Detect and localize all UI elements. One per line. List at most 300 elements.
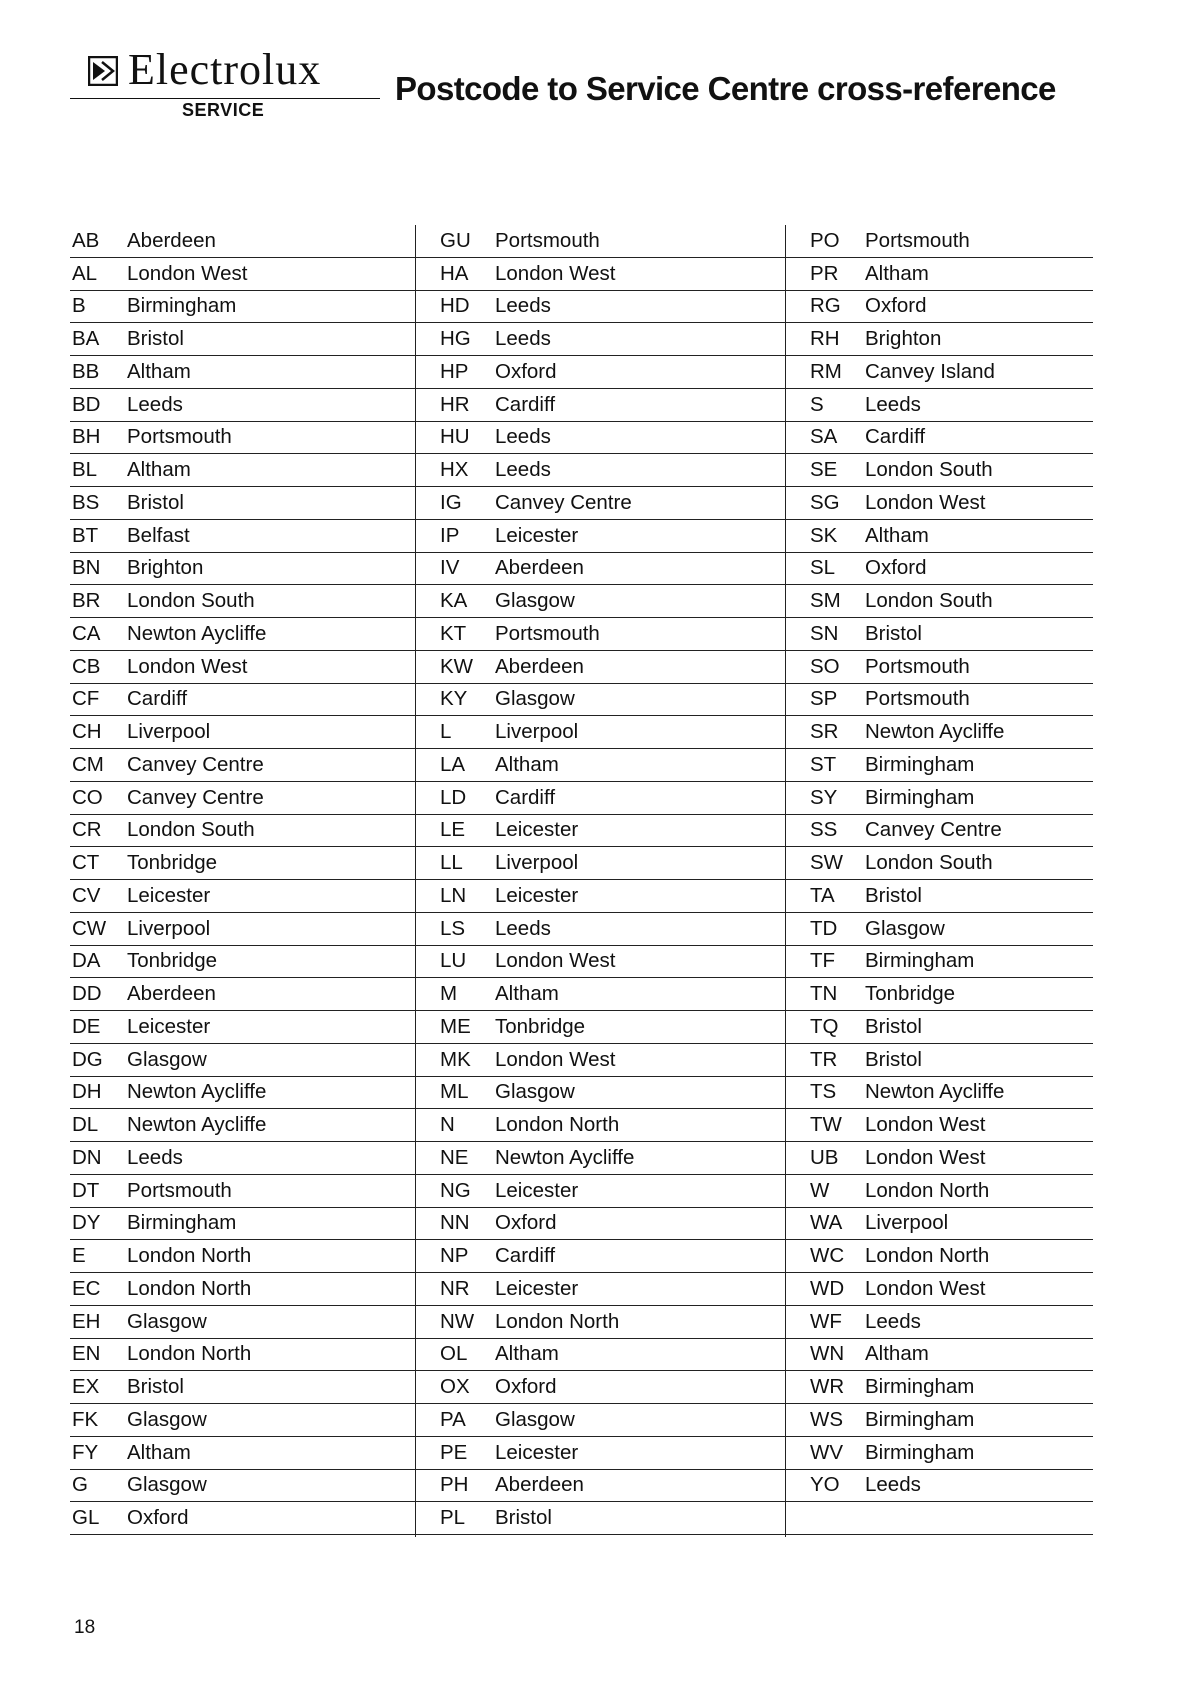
- postcode-cell: WF: [810, 1309, 842, 1333]
- service-centre-cell: Newton Aycliffe: [127, 621, 267, 645]
- postcode-cell: BA: [72, 327, 100, 351]
- service-centre-cell: Leicester: [495, 1440, 579, 1464]
- table-row: [785, 880, 1093, 913]
- service-centre-cell: Newton Aycliffe: [127, 1080, 267, 1104]
- table-row: [415, 1273, 785, 1306]
- table-row: [415, 1109, 785, 1142]
- brand-subtitle: SERVICE: [182, 100, 265, 120]
- service-centre-cell: London North: [127, 1276, 252, 1300]
- table-row: [70, 684, 415, 717]
- service-centre-cell: Portsmouth: [495, 228, 600, 252]
- table-row: [70, 553, 415, 586]
- service-centre-cell: Altham: [495, 982, 559, 1006]
- table-row: [415, 1142, 785, 1175]
- postcode-cell: CR: [72, 818, 102, 842]
- table-row: [70, 913, 415, 946]
- table-row: [785, 815, 1093, 848]
- table-row: [785, 716, 1093, 749]
- service-centre-cell: Leeds: [865, 1473, 921, 1497]
- postcode-cell: WN: [810, 1342, 845, 1366]
- postcode-cell: EC: [72, 1276, 101, 1300]
- table-row: [70, 1437, 415, 1470]
- postcode-cell: DY: [72, 1211, 101, 1235]
- service-centre-cell: Newton Aycliffe: [127, 1113, 267, 1137]
- service-centre-cell: London West: [865, 1113, 986, 1137]
- postcode-cell: LD: [440, 785, 467, 809]
- service-centre-cell: Altham: [865, 1342, 929, 1366]
- postcode-cell: LL: [440, 851, 463, 875]
- service-centre-cell: Altham: [495, 1342, 559, 1366]
- postcode-cell: FK: [72, 1407, 99, 1431]
- postcode-cell: NP: [440, 1244, 469, 1268]
- table-row: [415, 1240, 785, 1273]
- table-row: [415, 1339, 785, 1372]
- table-row: [785, 323, 1093, 356]
- table-row: [785, 422, 1093, 455]
- service-centre-cell: Leeds: [495, 327, 551, 351]
- table-row: [415, 1371, 785, 1404]
- service-centre-cell: Aberdeen: [127, 228, 216, 252]
- postcode-cell: TA: [810, 883, 835, 907]
- table-row: [785, 1011, 1093, 1044]
- postcode-cell: G: [72, 1473, 88, 1497]
- service-centre-cell: Birmingham: [865, 949, 975, 973]
- cross-reference-table: [70, 225, 1093, 1540]
- table-row: [785, 1470, 1093, 1503]
- postcode-cell: KT: [440, 621, 467, 645]
- service-centre-cell: Cardiff: [865, 425, 926, 449]
- service-centre-cell: Cardiff: [495, 1244, 556, 1268]
- table-row: [70, 422, 415, 455]
- postcode-cell: PL: [440, 1506, 466, 1530]
- table-row: [785, 847, 1093, 880]
- service-centre-cell: Newton Aycliffe: [865, 720, 1005, 744]
- table-row: [70, 1404, 415, 1437]
- service-centre-cell: Bristol: [865, 621, 922, 645]
- postcode-cell: BB: [72, 359, 100, 383]
- service-centre-cell: Oxford: [865, 294, 927, 318]
- table-row: [785, 1404, 1093, 1437]
- postcode-cell: SE: [810, 458, 838, 482]
- service-centre-cell: Oxford: [495, 1211, 557, 1235]
- postcode-cell: WS: [810, 1407, 844, 1431]
- postcode-cell: YO: [810, 1473, 840, 1497]
- postcode-cell: SA: [810, 425, 838, 449]
- table-row: [70, 716, 415, 749]
- service-centre-cell: Cardiff: [495, 785, 556, 809]
- service-centre-cell: Glasgow: [127, 1473, 207, 1497]
- service-centre-cell: London West: [127, 654, 248, 678]
- postcode-cell: LU: [440, 949, 467, 973]
- service-centre-cell: Tonbridge: [495, 1014, 586, 1038]
- service-centre-cell: Altham: [127, 1440, 191, 1464]
- service-centre-cell: London West: [865, 490, 986, 514]
- service-centre-cell: Glasgow: [495, 1407, 575, 1431]
- table-row: [70, 454, 415, 487]
- logo-underline: [70, 98, 380, 99]
- postcode-cell: CO: [72, 785, 103, 809]
- brand-name: Electrolux: [128, 45, 322, 94]
- postcode-cell: BL: [72, 458, 98, 482]
- table-row: [785, 1339, 1093, 1372]
- postcode-cell: DT: [72, 1178, 100, 1202]
- service-centre-cell: London North: [865, 1244, 990, 1268]
- electrolux-logo-icon: [88, 56, 118, 86]
- postcode-cell: DL: [72, 1113, 99, 1137]
- table-row: [415, 585, 785, 618]
- service-centre-cell: Bristol: [865, 1014, 922, 1038]
- postcode-cell: TW: [810, 1113, 842, 1137]
- column-divider: [415, 225, 416, 1537]
- postcode-cell: E: [72, 1244, 86, 1268]
- postcode-cell: HG: [440, 327, 471, 351]
- postcode-cell: ME: [440, 1014, 471, 1038]
- postcode-cell: CT: [72, 851, 100, 875]
- table-row: [70, 880, 415, 913]
- postcode-cell: NG: [440, 1178, 471, 1202]
- service-centre-cell: Birmingham: [865, 1407, 975, 1431]
- service-centre-cell: Glasgow: [495, 589, 575, 613]
- table-row: [70, 1371, 415, 1404]
- postcode-cell: KA: [440, 589, 468, 613]
- table-row: [415, 946, 785, 979]
- postcode-cell: DD: [72, 982, 102, 1006]
- table-row: [415, 978, 785, 1011]
- service-centre-cell: Portsmouth: [495, 621, 600, 645]
- table-row: [785, 946, 1093, 979]
- table-row: [785, 1371, 1093, 1404]
- service-centre-cell: Liverpool: [495, 851, 579, 875]
- service-centre-cell: Altham: [865, 523, 929, 547]
- table-row: [785, 1077, 1093, 1110]
- table-row: [70, 782, 415, 815]
- table-row: [785, 291, 1093, 324]
- service-centre-cell: Aberdeen: [495, 556, 584, 580]
- postcode-cell: DH: [72, 1080, 102, 1104]
- table-row: [70, 1470, 415, 1503]
- table-row: [785, 389, 1093, 422]
- service-centre-cell: Leicester: [495, 1276, 579, 1300]
- postcode-cell: GL: [72, 1506, 100, 1530]
- table-row: [415, 749, 785, 782]
- table-row: [70, 1109, 415, 1142]
- service-centre-cell: Canvey Centre: [127, 785, 264, 809]
- postcode-cell: SW: [810, 851, 844, 875]
- service-centre-cell: Glasgow: [495, 687, 575, 711]
- service-centre-cell: Tonbridge: [127, 949, 218, 973]
- postcode-cell: NE: [440, 1145, 469, 1169]
- service-centre-cell: Aberdeen: [495, 654, 584, 678]
- service-centre-cell: Canvey Centre: [495, 490, 632, 514]
- service-centre-cell: London North: [127, 1342, 252, 1366]
- service-centre-cell: Bristol: [865, 883, 922, 907]
- postcode-cell: NW: [440, 1309, 475, 1333]
- service-centre-cell: Leicester: [495, 883, 579, 907]
- table-row: [70, 291, 415, 324]
- service-centre-cell: Altham: [865, 261, 929, 285]
- postcode-cell: RH: [810, 327, 840, 351]
- postcode-cell: NN: [440, 1211, 470, 1235]
- table-row: [415, 847, 785, 880]
- table-row: [70, 487, 415, 520]
- service-centre-cell: Tonbridge: [865, 982, 956, 1006]
- service-centre-cell: Brighton: [865, 327, 942, 351]
- postcode-cell: DG: [72, 1047, 103, 1071]
- brand-logo: [70, 45, 380, 120]
- postcode-cell: EH: [72, 1309, 101, 1333]
- service-centre-cell: Portsmouth: [127, 425, 232, 449]
- postcode-cell: WC: [810, 1244, 845, 1268]
- service-centre-cell: Leeds: [127, 1145, 183, 1169]
- table-row: [415, 454, 785, 487]
- table-column-2: [415, 225, 785, 1540]
- table-row: [70, 1175, 415, 1208]
- service-centre-cell: Liverpool: [865, 1211, 949, 1235]
- postcode-cell: ST: [810, 752, 837, 776]
- postcode-cell: DA: [72, 949, 101, 973]
- service-centre-cell: Aberdeen: [127, 982, 216, 1006]
- table-column-1: [70, 225, 415, 1540]
- postcode-cell: EN: [72, 1342, 101, 1366]
- postcode-cell: HD: [440, 294, 470, 318]
- postcode-cell: PH: [440, 1473, 469, 1497]
- service-centre-cell: London West: [865, 1276, 986, 1300]
- service-centre-cell: Belfast: [127, 523, 190, 547]
- table-column-3: [785, 225, 1093, 1540]
- table-row: [415, 1011, 785, 1044]
- service-centre-cell: Canvey Centre: [865, 818, 1002, 842]
- postcode-cell: TS: [810, 1080, 837, 1104]
- postcode-cell: PA: [440, 1407, 466, 1431]
- service-centre-cell: Leicester: [127, 1014, 211, 1038]
- postcode-cell: W: [810, 1178, 830, 1202]
- table-row: [415, 1208, 785, 1241]
- postcode-cell: HX: [440, 458, 469, 482]
- postcode-cell: MK: [440, 1047, 471, 1071]
- postcode-cell: WV: [810, 1440, 844, 1464]
- table-row: [785, 225, 1093, 258]
- table-row: [785, 651, 1093, 684]
- service-centre-cell: Newton Aycliffe: [865, 1080, 1005, 1104]
- table-row: [415, 913, 785, 946]
- service-centre-cell: Liverpool: [127, 720, 211, 744]
- table-row: [70, 1142, 415, 1175]
- service-centre-cell: Glasgow: [865, 916, 945, 940]
- table-row: [415, 651, 785, 684]
- table-row: [785, 913, 1093, 946]
- table-row: [785, 1240, 1093, 1273]
- postcode-cell: CF: [72, 687, 100, 711]
- postcode-cell: UB: [810, 1145, 839, 1169]
- table-row: [415, 880, 785, 913]
- service-centre-cell: Altham: [495, 752, 559, 776]
- postcode-cell: LS: [440, 916, 466, 940]
- postcode-cell: CM: [72, 752, 104, 776]
- service-centre-cell: Birmingham: [865, 752, 975, 776]
- table-row: [785, 1142, 1093, 1175]
- table-row: [70, 618, 415, 651]
- page-number: 18: [74, 1617, 96, 1638]
- postcode-cell: TN: [810, 982, 838, 1006]
- service-centre-cell: Leeds: [495, 916, 551, 940]
- postcode-cell: NR: [440, 1276, 470, 1300]
- postcode-cell: IV: [440, 556, 460, 580]
- service-centre-cell: Glasgow: [127, 1407, 207, 1431]
- postcode-cell: CA: [72, 621, 101, 645]
- service-centre-cell: Portsmouth: [865, 654, 970, 678]
- postcode-cell: BR: [72, 589, 101, 613]
- service-centre-cell: Glasgow: [495, 1080, 575, 1104]
- postcode-cell: WR: [810, 1375, 845, 1399]
- service-centre-cell: Bristol: [127, 490, 184, 514]
- postcode-cell: KY: [440, 687, 468, 711]
- table-row: [785, 1273, 1093, 1306]
- service-centre-cell: London West: [495, 261, 616, 285]
- service-centre-cell: London North: [495, 1309, 620, 1333]
- table-row: [785, 454, 1093, 487]
- service-centre-cell: Leicester: [495, 818, 579, 842]
- table-row: [70, 585, 415, 618]
- table-row: [785, 618, 1093, 651]
- service-centre-cell: London South: [865, 589, 993, 613]
- table-row: [785, 487, 1093, 520]
- table-row: [70, 1273, 415, 1306]
- postcode-cell: LE: [440, 818, 466, 842]
- service-centre-cell: London West: [865, 1145, 986, 1169]
- postcode-cell: TR: [810, 1047, 838, 1071]
- postcode-cell: SR: [810, 720, 839, 744]
- table-row: [415, 1306, 785, 1339]
- postcode-cell: OX: [440, 1375, 470, 1399]
- table-row: [785, 684, 1093, 717]
- postcode-cell: WA: [810, 1211, 843, 1235]
- postcode-cell: HA: [440, 261, 469, 285]
- page-title: Postcode to Service Centre cross-reference: [395, 70, 1056, 107]
- service-centre-cell: Portsmouth: [865, 687, 970, 711]
- service-centre-cell: Portsmouth: [865, 228, 970, 252]
- postcode-cell: CH: [72, 720, 102, 744]
- postcode-cell: HP: [440, 359, 469, 383]
- table-row: [785, 1437, 1093, 1470]
- service-centre-cell: Altham: [127, 359, 191, 383]
- table-row: [415, 1044, 785, 1077]
- postcode-cell: L: [440, 720, 452, 744]
- service-centre-cell: Leeds: [495, 294, 551, 318]
- postcode-cell: PR: [810, 261, 839, 285]
- service-centre-cell: Glasgow: [127, 1047, 207, 1071]
- postcode-cell: BD: [72, 392, 101, 416]
- service-centre-cell: Bristol: [495, 1506, 552, 1530]
- table-row: [415, 291, 785, 324]
- service-centre-cell: Altham: [127, 458, 191, 482]
- service-centre-cell: London North: [865, 1178, 990, 1202]
- postcode-cell: SK: [810, 523, 838, 547]
- table-row: [70, 978, 415, 1011]
- service-centre-cell: Liverpool: [495, 720, 579, 744]
- table-row: [415, 1404, 785, 1437]
- table-row: [415, 225, 785, 258]
- service-centre-cell: Cardiff: [127, 687, 188, 711]
- service-centre-cell: Bristol: [127, 1375, 184, 1399]
- postcode-cell: TD: [810, 916, 838, 940]
- postcode-cell: OL: [440, 1342, 468, 1366]
- postcode-cell: HU: [440, 425, 470, 449]
- postcode-cell: ML: [440, 1080, 469, 1104]
- table-row: [70, 389, 415, 422]
- table-row: [785, 356, 1093, 389]
- table-row: [785, 1306, 1093, 1339]
- table-row: [415, 1437, 785, 1470]
- postcode-cell: PE: [440, 1440, 468, 1464]
- table-row: [415, 389, 785, 422]
- postcode-cell: AB: [72, 228, 100, 252]
- postcode-cell: M: [440, 982, 458, 1006]
- table-row: [70, 946, 415, 979]
- table-row: [415, 716, 785, 749]
- table-row: [415, 422, 785, 455]
- table-row: [785, 1175, 1093, 1208]
- service-centre-cell: London South: [127, 818, 255, 842]
- service-centre-cell: Aberdeen: [495, 1473, 584, 1497]
- table-row: [70, 847, 415, 880]
- column-divider: [785, 225, 786, 1537]
- service-centre-cell: Leicester: [127, 883, 211, 907]
- postcode-cell: N: [440, 1113, 455, 1137]
- postcode-cell: BH: [72, 425, 101, 449]
- postcode-cell: AL: [72, 261, 98, 285]
- table-row: [70, 225, 415, 258]
- postcode-cell: IP: [440, 523, 460, 547]
- table-row: [70, 323, 415, 356]
- table-row: [70, 1044, 415, 1077]
- table-row: [70, 258, 415, 291]
- postcode-cell: SO: [810, 654, 840, 678]
- service-centre-cell: Oxford: [495, 359, 557, 383]
- service-centre-cell: Tonbridge: [127, 851, 218, 875]
- service-centre-cell: London North: [127, 1244, 252, 1268]
- service-centre-cell: London South: [865, 851, 993, 875]
- postcode-cell: BT: [72, 523, 99, 547]
- postcode-cell: BS: [72, 490, 100, 514]
- table-row: [70, 749, 415, 782]
- service-centre-cell: Canvey Island: [865, 359, 995, 383]
- service-centre-cell: Leeds: [495, 425, 551, 449]
- postcode-cell: LN: [440, 883, 467, 907]
- service-centre-cell: Liverpool: [127, 916, 211, 940]
- service-centre-cell: Birmingham: [865, 785, 975, 809]
- postcode-cell: BN: [72, 556, 101, 580]
- table-row: [785, 782, 1093, 815]
- postcode-cell: CW: [72, 916, 107, 940]
- table-row: [70, 1502, 415, 1535]
- table-row: [70, 815, 415, 848]
- table-row: [785, 749, 1093, 782]
- table-row: [415, 520, 785, 553]
- service-centre-cell: Brighton: [127, 556, 204, 580]
- service-centre-cell: London West: [127, 261, 248, 285]
- postcode-cell: HR: [440, 392, 470, 416]
- service-centre-cell: Newton Aycliffe: [495, 1145, 635, 1169]
- table-row: [415, 1470, 785, 1503]
- service-centre-cell: Oxford: [127, 1506, 189, 1530]
- service-centre-cell: Leeds: [495, 458, 551, 482]
- service-centre-cell: London North: [495, 1113, 620, 1137]
- postcode-cell: SG: [810, 490, 840, 514]
- table-row: [70, 1306, 415, 1339]
- service-centre-cell: Leicester: [495, 1178, 579, 1202]
- table-row: [70, 651, 415, 684]
- table-row: [785, 1208, 1093, 1241]
